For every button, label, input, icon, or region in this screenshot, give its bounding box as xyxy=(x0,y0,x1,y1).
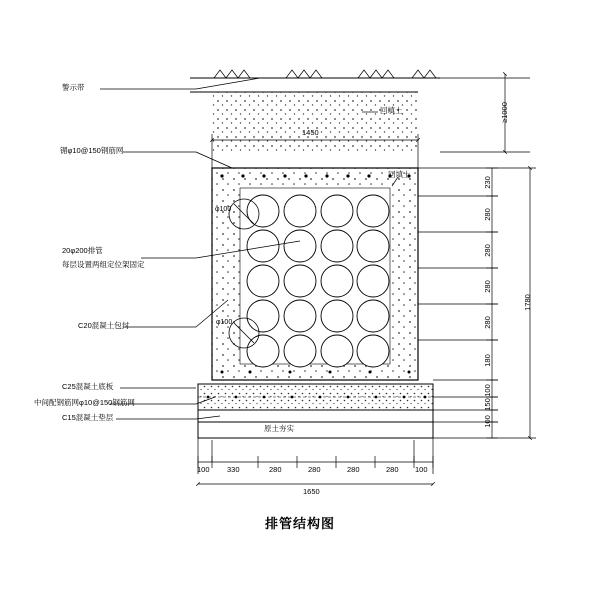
dim-right-lower-3: 100 xyxy=(482,415,492,428)
backfill-zone xyxy=(190,92,418,152)
dim-bottom-2: 330 xyxy=(227,465,240,474)
dim-right-4: 280 xyxy=(482,280,492,293)
label-pipe-diameter-1: φ100 xyxy=(215,206,232,213)
dimension-right-chain xyxy=(418,74,536,438)
label-plain-soil: 回填土 xyxy=(388,170,411,179)
label-backfill-soil: 回填土 xyxy=(380,106,403,115)
dim-bottom-1: 100 xyxy=(197,465,210,474)
dimension-bottom-chain xyxy=(198,438,433,484)
dim-right-1: 230 xyxy=(482,176,492,189)
label-compacted-soil: 原土夯实 xyxy=(264,424,294,433)
label-warning-tape: 警示带 xyxy=(62,83,85,92)
ground-surface xyxy=(190,70,440,78)
dim-bottom-7: 100 xyxy=(415,465,428,474)
dim-right-6: 180 xyxy=(482,354,492,367)
label-c15-cushion: C15混凝土垫层 xyxy=(62,413,114,422)
label-middle-rebar-mesh: 中间配钢筋网φ10@150钢筋网 xyxy=(34,398,135,407)
dim-right-3: 280 xyxy=(482,244,492,257)
label-c25-base-slab: C25混凝土底板 xyxy=(62,382,114,391)
dim-bottom-6: 280 xyxy=(386,465,399,474)
dim-bottom-total: 1650 xyxy=(303,487,320,496)
dim-top-width: 1450 xyxy=(302,128,319,137)
label-pipes: 20φ200排管 xyxy=(62,246,103,255)
dim-right-lower-1: 100 xyxy=(482,384,492,397)
dim-right-total: 1780 xyxy=(522,294,532,311)
dim-right-5: 280 xyxy=(482,316,492,329)
dim-right-2: 280 xyxy=(482,208,492,221)
dim-bottom-3: 280 xyxy=(269,465,282,474)
label-c20-encasement: C20混凝土包封 xyxy=(78,321,130,330)
page-title: 排管结构图 xyxy=(264,516,335,531)
base-slab xyxy=(198,384,433,438)
dim-bottom-5: 280 xyxy=(347,465,360,474)
label-pipe-diameter-2: φ100 xyxy=(216,319,233,326)
dim-right-lower-2: 150 xyxy=(482,398,492,411)
label-top-rebar-mesh: 镅φ10@150钢筋网 xyxy=(60,146,124,155)
label-pipes-note: 每层设置两组定位架固定 xyxy=(62,260,145,269)
dim-right-depth-top: ≥1000 xyxy=(499,102,509,123)
dim-bottom-4: 280 xyxy=(308,465,321,474)
